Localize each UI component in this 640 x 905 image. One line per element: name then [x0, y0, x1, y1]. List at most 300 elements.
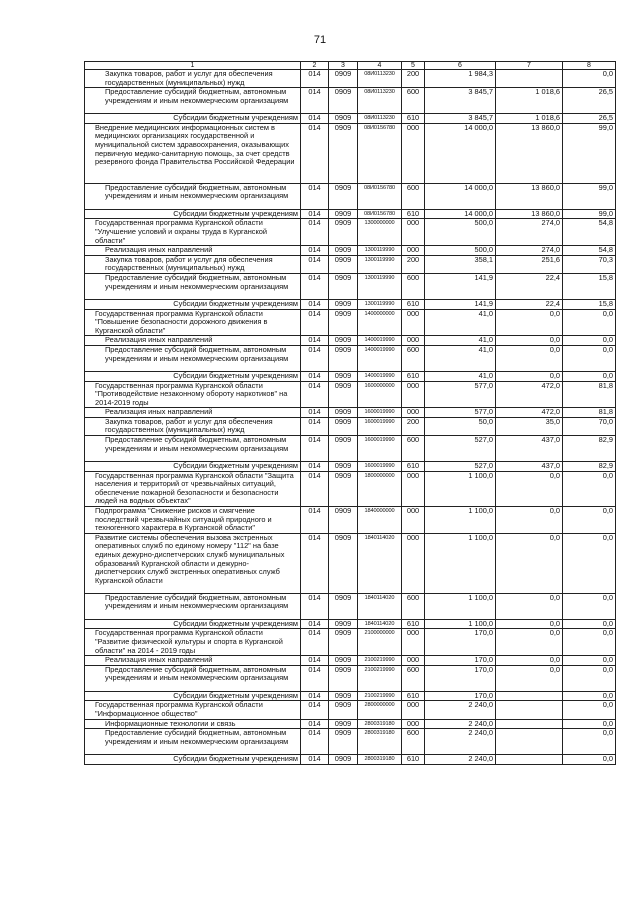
- row-planned-amount: 170,0: [425, 691, 496, 701]
- row-target-article-code: 08И0156780: [358, 209, 402, 219]
- row-planned-amount: 41,0: [425, 371, 496, 381]
- row-expense-type-code: 000: [402, 309, 425, 336]
- row-target-article-code: 1400019990: [358, 345, 402, 371]
- row-planned-amount: 1 100,0: [425, 619, 496, 629]
- row-section-code: 0909: [329, 593, 358, 619]
- row-planned-amount: 50,0: [425, 417, 496, 435]
- table-row: [85, 417, 616, 435]
- table-row: [85, 336, 616, 346]
- row-target-article-code: 08И0113230: [358, 114, 402, 124]
- row-section-code: 0909: [329, 114, 358, 124]
- row-execution-percent: 0,0: [563, 371, 616, 381]
- row-section-code: 0909: [329, 755, 358, 765]
- table-row: [85, 719, 616, 729]
- row-name: Субсидии бюджетным учреждениям: [85, 114, 301, 124]
- row-department-code: 014: [301, 309, 329, 336]
- row-execution-percent: 82,9: [563, 436, 616, 462]
- row-expense-type-code: 000: [402, 246, 425, 256]
- row-department-code: 014: [301, 408, 329, 418]
- row-target-article-code: 1300119990: [358, 273, 402, 299]
- table-row: [85, 593, 616, 619]
- row-planned-amount: 577,0: [425, 381, 496, 408]
- row-executed-amount: 0,0: [496, 309, 563, 336]
- row-expense-type-code: 000: [402, 408, 425, 418]
- row-section-code: 0909: [329, 629, 358, 656]
- row-execution-percent: 26,5: [563, 114, 616, 124]
- row-planned-amount: 500,0: [425, 246, 496, 256]
- row-department-code: 014: [301, 533, 329, 593]
- row-department-code: 014: [301, 381, 329, 408]
- table-row: [85, 209, 616, 219]
- row-planned-amount: 3 845,7: [425, 88, 496, 114]
- row-name: Предоставление субсидий бюджетным, автономным учреждениям и иным некоммерческим организациям: [85, 88, 301, 114]
- row-planned-amount: 14 000,0: [425, 183, 496, 209]
- row-planned-amount: 2 240,0: [425, 719, 496, 729]
- row-target-article-code: 1840000000: [358, 507, 402, 534]
- table-row: [85, 246, 616, 256]
- row-executed-amount: 0,0: [496, 371, 563, 381]
- row-target-article-code: 1800000000: [358, 471, 402, 506]
- row-name: Субсидии бюджетным учреждениям: [85, 371, 301, 381]
- row-expense-type-code: 000: [402, 701, 425, 719]
- row-expense-type-code: 600: [402, 183, 425, 209]
- row-executed-amount: [496, 729, 563, 755]
- row-department-code: 014: [301, 219, 329, 246]
- row-section-code: 0909: [329, 123, 358, 183]
- table-row: [85, 507, 616, 534]
- row-execution-percent: 0,0: [563, 729, 616, 755]
- row-execution-percent: 26,5: [563, 88, 616, 114]
- row-expense-type-code: 200: [402, 255, 425, 273]
- row-expense-type-code: 200: [402, 417, 425, 435]
- table-row: [85, 123, 616, 183]
- row-section-code: 0909: [329, 436, 358, 462]
- row-planned-amount: 500,0: [425, 219, 496, 246]
- row-planned-amount: 1 100,0: [425, 533, 496, 593]
- row-execution-percent: 82,9: [563, 462, 616, 472]
- row-department-code: 014: [301, 701, 329, 719]
- row-name: Субсидии бюджетным учреждениям: [85, 755, 301, 765]
- row-planned-amount: 41,0: [425, 309, 496, 336]
- row-execution-percent: 0,0: [563, 665, 616, 691]
- row-expense-type-code: 000: [402, 471, 425, 506]
- row-section-code: 0909: [329, 336, 358, 346]
- table-row: [85, 371, 616, 381]
- row-executed-amount: 0,0: [496, 629, 563, 656]
- row-name: Государственная программа Курганской области "Улучшение условий и охраны труда в Курганской области": [85, 219, 301, 246]
- row-expense-type-code: 000: [402, 507, 425, 534]
- table-row: [85, 755, 616, 765]
- row-planned-amount: 170,0: [425, 629, 496, 656]
- row-section-code: 0909: [329, 88, 358, 114]
- table-row: [85, 729, 616, 755]
- row-executed-amount: 437,0: [496, 436, 563, 462]
- row-section-code: 0909: [329, 665, 358, 691]
- row-name: Субсидии бюджетным учреждениям: [85, 619, 301, 629]
- row-section-code: 0909: [329, 309, 358, 336]
- row-execution-percent: 54,8: [563, 246, 616, 256]
- row-executed-amount: 0,0: [496, 507, 563, 534]
- row-expense-type-code: 600: [402, 729, 425, 755]
- row-target-article-code: 1600000000: [358, 381, 402, 408]
- row-name: Развитие системы обеспечения вызова экстренных оперативных служб по единому номеру "112" на базе единых дежурно-диспетчерских служб муниципальных образований Курганской области и дежурно-диспетчерских служб экстренных оперативных служб Курганской области: [85, 533, 301, 593]
- table-row: [85, 656, 616, 666]
- row-planned-amount: 1 100,0: [425, 507, 496, 534]
- row-target-article-code: 08И0113230: [358, 70, 402, 88]
- table-row: [85, 381, 616, 408]
- page-number: 71: [313, 34, 327, 46]
- row-section-code: 0909: [329, 70, 358, 88]
- row-name: Государственная программа Курганской области "Защита населения и территорий от чрезвычайных ситуаций, обеспечение пожарной безопасности и безопасности людей на водных объектах": [85, 471, 301, 506]
- row-target-article-code: 2100219990: [358, 665, 402, 691]
- row-expense-type-code: 000: [402, 123, 425, 183]
- row-executed-amount: 0,0: [496, 336, 563, 346]
- row-expense-type-code: 600: [402, 345, 425, 371]
- row-executed-amount: [496, 701, 563, 719]
- row-expense-type-code: 610: [402, 755, 425, 765]
- row-execution-percent: 70,0: [563, 417, 616, 435]
- row-department-code: 014: [301, 183, 329, 209]
- row-name: Подпрограмма "Снижение рисков и смягчение последствий чрезвычайных ситуаций природного и техногенного характера в Курганской области": [85, 507, 301, 534]
- row-execution-percent: 0,0: [563, 593, 616, 619]
- row-target-article-code: 1400000000: [358, 309, 402, 336]
- row-planned-amount: 41,0: [425, 345, 496, 371]
- column-header-2: 2: [301, 62, 329, 70]
- row-executed-amount: 1 018,6: [496, 114, 563, 124]
- row-target-article-code: 2800000000: [358, 701, 402, 719]
- row-execution-percent: 0,0: [563, 656, 616, 666]
- row-department-code: 014: [301, 70, 329, 88]
- row-execution-percent: 0,0: [563, 629, 616, 656]
- row-execution-percent: 81,8: [563, 408, 616, 418]
- column-header-4: 4: [358, 62, 402, 70]
- row-executed-amount: [496, 755, 563, 765]
- row-department-code: 014: [301, 436, 329, 462]
- row-department-code: 014: [301, 246, 329, 256]
- row-name: Внедрение медицинских информационных систем в медицинских организациях государственной и муниципальной систем здравоохранения, оказывающих первичную медико-санитарную помощь, за счет средств резервного фонда Правительства Российской Федерации: [85, 123, 301, 183]
- row-execution-percent: 0,0: [563, 701, 616, 719]
- row-execution-percent: 54,8: [563, 219, 616, 246]
- row-expense-type-code: 610: [402, 114, 425, 124]
- row-planned-amount: 527,0: [425, 436, 496, 462]
- row-section-code: 0909: [329, 255, 358, 273]
- row-name: Предоставление субсидий бюджетным, автономным учреждениям и иным некоммерческим организациям: [85, 729, 301, 755]
- row-department-code: 014: [301, 114, 329, 124]
- row-section-code: 0909: [329, 507, 358, 534]
- row-section-code: 0909: [329, 246, 358, 256]
- row-execution-percent: 81,8: [563, 381, 616, 408]
- row-expense-type-code: 000: [402, 381, 425, 408]
- row-name: Субсидии бюджетным учреждениям: [85, 299, 301, 309]
- row-expense-type-code: 600: [402, 273, 425, 299]
- row-department-code: 014: [301, 88, 329, 114]
- row-executed-amount: 0,0: [496, 533, 563, 593]
- table-row: [85, 436, 616, 462]
- column-number-row: [85, 62, 616, 70]
- row-execution-percent: 99,0: [563, 123, 616, 183]
- row-executed-amount: 0,0: [496, 345, 563, 371]
- row-expense-type-code: 000: [402, 533, 425, 593]
- table-row: [85, 114, 616, 124]
- row-executed-amount: 13 860,0: [496, 123, 563, 183]
- row-executed-amount: 1 018,6: [496, 88, 563, 114]
- row-section-code: 0909: [329, 691, 358, 701]
- column-header-3: 3: [329, 62, 358, 70]
- row-section-code: 0909: [329, 209, 358, 219]
- row-target-article-code: 1600019990: [358, 417, 402, 435]
- row-expense-type-code: 610: [402, 299, 425, 309]
- row-name: Государственная программа Курганской области "Повышение безопасности дорожного движения в Курганской области": [85, 309, 301, 336]
- table-row: [85, 665, 616, 691]
- row-section-code: 0909: [329, 273, 358, 299]
- row-executed-amount: 0,0: [496, 471, 563, 506]
- row-department-code: 014: [301, 656, 329, 666]
- row-target-article-code: 1840114020: [358, 533, 402, 593]
- row-execution-percent: 0,0: [563, 755, 616, 765]
- row-planned-amount: 1 100,0: [425, 471, 496, 506]
- row-executed-amount: 35,0: [496, 417, 563, 435]
- row-target-article-code: 2800319180: [358, 729, 402, 755]
- row-execution-percent: 0,0: [563, 507, 616, 534]
- row-section-code: 0909: [329, 299, 358, 309]
- row-executed-amount: 0,0: [496, 619, 563, 629]
- row-executed-amount: [496, 70, 563, 88]
- column-header-1: 1: [85, 62, 301, 70]
- row-name: Закупка товаров, работ и услуг для обеспечения государственных (муниципальных) нужд: [85, 417, 301, 435]
- row-name: Реализация иных направлений: [85, 408, 301, 418]
- row-target-article-code: 2100219990: [358, 656, 402, 666]
- row-section-code: 0909: [329, 719, 358, 729]
- row-planned-amount: 141,9: [425, 273, 496, 299]
- row-section-code: 0909: [329, 381, 358, 408]
- row-name: Реализация иных направлений: [85, 246, 301, 256]
- row-planned-amount: 2 240,0: [425, 729, 496, 755]
- row-name: Информационные технологии и связь: [85, 719, 301, 729]
- row-target-article-code: 2800319180: [358, 755, 402, 765]
- row-name: Государственная программа Курганской области "Развитие физической культуры и спорта в Курганской области" на 2014 - 2019 годы: [85, 629, 301, 656]
- row-expense-type-code: 000: [402, 219, 425, 246]
- row-section-code: 0909: [329, 219, 358, 246]
- row-target-article-code: 2100219990: [358, 691, 402, 701]
- row-department-code: 014: [301, 593, 329, 619]
- row-expense-type-code: 000: [402, 629, 425, 656]
- row-department-code: 014: [301, 665, 329, 691]
- row-department-code: 014: [301, 417, 329, 435]
- row-planned-amount: 14 000,0: [425, 209, 496, 219]
- row-expense-type-code: 610: [402, 619, 425, 629]
- row-department-code: 014: [301, 462, 329, 472]
- row-execution-percent: 0,0: [563, 691, 616, 701]
- row-planned-amount: 41,0: [425, 336, 496, 346]
- row-section-code: 0909: [329, 471, 358, 506]
- row-section-code: 0909: [329, 408, 358, 418]
- column-header-8: 8: [563, 62, 616, 70]
- row-target-article-code: 1300119990: [358, 299, 402, 309]
- row-name: Закупка товаров, работ и услуг для обеспечения государственных (муниципальных) нужд: [85, 255, 301, 273]
- table-row: [85, 462, 616, 472]
- row-name: Предоставление субсидий бюджетным, автономным учреждениям и иным некоммерческим организациям: [85, 665, 301, 691]
- table-row: [85, 255, 616, 273]
- row-planned-amount: 170,0: [425, 665, 496, 691]
- row-section-code: 0909: [329, 345, 358, 371]
- table-row: [85, 219, 616, 246]
- row-section-code: 0909: [329, 701, 358, 719]
- row-department-code: 014: [301, 755, 329, 765]
- table-row: [85, 701, 616, 719]
- row-expense-type-code: 200: [402, 70, 425, 88]
- row-name: Реализация иных направлений: [85, 656, 301, 666]
- row-name: Государственная программа Курганской области "Информационное общество": [85, 701, 301, 719]
- row-executed-amount: 0,0: [496, 665, 563, 691]
- row-target-article-code: 1400019990: [358, 371, 402, 381]
- row-department-code: 014: [301, 209, 329, 219]
- row-planned-amount: 141,9: [425, 299, 496, 309]
- column-header-7: 7: [496, 62, 563, 70]
- row-execution-percent: 99,0: [563, 209, 616, 219]
- row-department-code: 014: [301, 299, 329, 309]
- row-department-code: 014: [301, 619, 329, 629]
- row-execution-percent: 0,0: [563, 309, 616, 336]
- row-planned-amount: 1 984,3: [425, 70, 496, 88]
- row-name: Государственная программа Курганской области "Противодействие незаконному обороту наркотиков" на 2014-2019 годы: [85, 381, 301, 408]
- row-target-article-code: 1600019990: [358, 436, 402, 462]
- row-execution-percent: 0,0: [563, 471, 616, 506]
- row-execution-percent: 15,8: [563, 273, 616, 299]
- row-execution-percent: 0,0: [563, 70, 616, 88]
- row-target-article-code: 1300119990: [358, 246, 402, 256]
- row-expense-type-code: 000: [402, 719, 425, 729]
- row-planned-amount: 577,0: [425, 408, 496, 418]
- table-row: [85, 183, 616, 209]
- column-header-6: 6: [425, 62, 496, 70]
- row-planned-amount: 1 100,0: [425, 593, 496, 619]
- row-target-article-code: 1840114020: [358, 593, 402, 619]
- row-executed-amount: 13 860,0: [496, 209, 563, 219]
- table-row: [85, 309, 616, 336]
- table-row: [85, 619, 616, 629]
- table-body: [85, 70, 616, 765]
- row-section-code: 0909: [329, 371, 358, 381]
- row-executed-amount: 13 860,0: [496, 183, 563, 209]
- row-section-code: 0909: [329, 417, 358, 435]
- row-execution-percent: 0,0: [563, 719, 616, 729]
- row-expense-type-code: 610: [402, 462, 425, 472]
- row-department-code: 014: [301, 371, 329, 381]
- row-expense-type-code: 610: [402, 209, 425, 219]
- row-planned-amount: 2 240,0: [425, 755, 496, 765]
- table-row: [85, 533, 616, 593]
- table-header: [85, 62, 616, 70]
- row-executed-amount: 251,6: [496, 255, 563, 273]
- row-execution-percent: 0,0: [563, 619, 616, 629]
- table-row: [85, 299, 616, 309]
- row-target-article-code: 2100000000: [358, 629, 402, 656]
- row-name: Предоставление субсидий бюджетным, автономным учреждениям и иным некоммерческим организациям: [85, 273, 301, 299]
- row-expense-type-code: 610: [402, 691, 425, 701]
- row-target-article-code: 1300000000: [358, 219, 402, 246]
- row-executed-amount: [496, 691, 563, 701]
- row-execution-percent: 0,0: [563, 345, 616, 371]
- table-row: [85, 345, 616, 371]
- table-row: [85, 273, 616, 299]
- row-planned-amount: 3 845,7: [425, 114, 496, 124]
- row-target-article-code: 08И0156780: [358, 123, 402, 183]
- row-executed-amount: 472,0: [496, 381, 563, 408]
- row-target-article-code: 1300119990: [358, 255, 402, 273]
- row-expense-type-code: 600: [402, 593, 425, 619]
- row-execution-percent: 70,3: [563, 255, 616, 273]
- row-executed-amount: [496, 719, 563, 729]
- row-target-article-code: 1400019990: [358, 336, 402, 346]
- table-row: [85, 691, 616, 701]
- row-planned-amount: 2 240,0: [425, 701, 496, 719]
- row-execution-percent: 0,0: [563, 533, 616, 593]
- table-row: [85, 88, 616, 114]
- row-name: Реализация иных направлений: [85, 336, 301, 346]
- budget-table: [84, 61, 616, 765]
- row-department-code: 014: [301, 691, 329, 701]
- row-executed-amount: 0,0: [496, 656, 563, 666]
- row-planned-amount: 14 000,0: [425, 123, 496, 183]
- row-expense-type-code: 610: [402, 371, 425, 381]
- row-planned-amount: 358,1: [425, 255, 496, 273]
- row-expense-type-code: 000: [402, 656, 425, 666]
- table-row: [85, 629, 616, 656]
- row-target-article-code: 1600019990: [358, 462, 402, 472]
- row-target-article-code: 1840114020: [358, 619, 402, 629]
- row-department-code: 014: [301, 255, 329, 273]
- row-executed-amount: 0,0: [496, 593, 563, 619]
- row-section-code: 0909: [329, 183, 358, 209]
- row-department-code: 014: [301, 336, 329, 346]
- row-name: Предоставление субсидий бюджетным, автономным учреждениям и иным некоммерческим организациям: [85, 593, 301, 619]
- row-executed-amount: 22,4: [496, 273, 563, 299]
- table-row: [85, 408, 616, 418]
- row-department-code: 014: [301, 719, 329, 729]
- row-execution-percent: 99,0: [563, 183, 616, 209]
- row-target-article-code: 2800319180: [358, 719, 402, 729]
- row-section-code: 0909: [329, 533, 358, 593]
- row-target-article-code: 1600019990: [358, 408, 402, 418]
- budget-table-wrapper: [84, 61, 616, 765]
- row-expense-type-code: 600: [402, 436, 425, 462]
- row-department-code: 014: [301, 729, 329, 755]
- row-executed-amount: 437,0: [496, 462, 563, 472]
- row-department-code: 014: [301, 471, 329, 506]
- row-executed-amount: 274,0: [496, 219, 563, 246]
- row-executed-amount: 472,0: [496, 408, 563, 418]
- row-name: Субсидии бюджетным учреждениям: [85, 462, 301, 472]
- row-section-code: 0909: [329, 462, 358, 472]
- row-department-code: 014: [301, 629, 329, 656]
- row-department-code: 014: [301, 345, 329, 371]
- row-execution-percent: 0,0: [563, 336, 616, 346]
- row-section-code: 0909: [329, 619, 358, 629]
- row-name: Субсидии бюджетным учреждениям: [85, 691, 301, 701]
- row-execution-percent: 15,8: [563, 299, 616, 309]
- row-name: Предоставление субсидий бюджетным, автономным учреждениям и иным некоммерческим организациям: [85, 436, 301, 462]
- row-department-code: 014: [301, 273, 329, 299]
- row-target-article-code: 08И0113230: [358, 88, 402, 114]
- row-executed-amount: 22,4: [496, 299, 563, 309]
- row-target-article-code: 08И0156780: [358, 183, 402, 209]
- row-section-code: 0909: [329, 729, 358, 755]
- row-name: Предоставление субсидий бюджетным, автономным учреждениям и иным некоммерческим организациям: [85, 345, 301, 371]
- row-section-code: 0909: [329, 656, 358, 666]
- row-expense-type-code: 000: [402, 336, 425, 346]
- row-executed-amount: 274,0: [496, 246, 563, 256]
- row-expense-type-code: 600: [402, 88, 425, 114]
